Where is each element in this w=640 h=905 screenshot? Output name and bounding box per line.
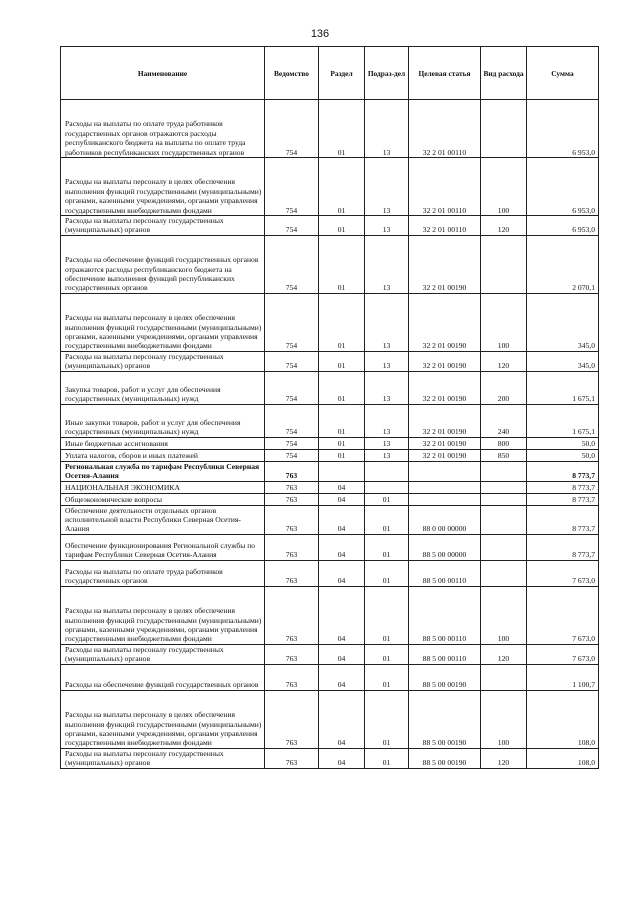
table-row: [61, 216, 599, 236]
cell-department: 763: [265, 748, 319, 768]
cell-target: 88 5 00 00110: [409, 586, 481, 644]
cell-target: 88 5 00 00110: [409, 644, 481, 664]
cell-amount: 345,0: [527, 293, 599, 351]
cell-section: 04: [319, 586, 365, 644]
cell-section: 04: [319, 505, 365, 534]
cell-amount: 108,0: [527, 748, 599, 768]
cell-section: 01: [319, 449, 365, 461]
cell-amount: 6 953,0: [527, 216, 599, 236]
table-row: [61, 404, 599, 437]
cell-expense-type: [481, 493, 527, 505]
cell-subsection: 13: [365, 158, 409, 216]
cell-department: 763: [265, 644, 319, 664]
cell-section: 04: [319, 664, 365, 690]
cell-name: Иные закупки товаров, работ и услуг для обеспечения государственных (муниципальных) нужд: [61, 404, 265, 437]
cell-name: Расходы на выплаты персоналу в целях обеспечения выполнения функций государственными (муниципальными) органами, казенными учреждениями, органами управления государственными внебюджетными фондами: [61, 690, 265, 748]
cell-section: 04: [319, 748, 365, 768]
cell-expense-type: 850: [481, 449, 527, 461]
cell-name: Общеэкономические вопросы: [61, 493, 265, 505]
cell-target: 88 5 00 00190: [409, 748, 481, 768]
cell-subsection: 13: [365, 404, 409, 437]
cell-expense-type: 800: [481, 437, 527, 449]
cell-target: 32 2 01 00190: [409, 293, 481, 351]
cell-amount: 2 070,1: [527, 235, 599, 293]
cell-department: 754: [265, 235, 319, 293]
header-row: [61, 47, 599, 100]
table-row: [61, 493, 599, 505]
cell-section: 01: [319, 371, 365, 404]
cell-expense-type: [481, 461, 527, 481]
cell-department: 754: [265, 216, 319, 236]
cell-subsection: [365, 461, 409, 481]
cell-target: 88 5 00 00110: [409, 560, 481, 586]
header-target: Целевая статья: [409, 47, 481, 100]
cell-section: 01: [319, 293, 365, 351]
cell-amount: 6 953,0: [527, 100, 599, 158]
table-row: [61, 560, 599, 586]
cell-name: Расходы на выплаты по оплате труда работников государственных органов отражаются расходы республиканского бюджета на выплаты по оплате труда работников республиканских государственных органов: [61, 100, 265, 158]
cell-amount: 7 673,0: [527, 560, 599, 586]
cell-name: Расходы на выплаты персоналу в целях обеспечения выполнения функций государственными (муниципальными) органами, казенными учреждениями, органами управления государственными внебюджетными фондами: [61, 586, 265, 644]
table-row: [61, 644, 599, 664]
cell-subsection: 01: [365, 493, 409, 505]
cell-expense-type: [481, 100, 527, 158]
cell-amount: 8 773,7: [527, 481, 599, 493]
cell-section: 01: [319, 437, 365, 449]
cell-subsection: 01: [365, 664, 409, 690]
cell-amount: 8 773,7: [527, 534, 599, 560]
cell-subsection: 13: [365, 449, 409, 461]
cell-expense-type: [481, 505, 527, 534]
cell-department: 754: [265, 158, 319, 216]
table-row: [61, 664, 599, 690]
cell-target: 32 2 01 00110: [409, 216, 481, 236]
cell-name: Расходы на выплаты по оплате труда работников государственных органов: [61, 560, 265, 586]
cell-expense-type: 200: [481, 371, 527, 404]
table-row: [61, 534, 599, 560]
table-row: [61, 235, 599, 293]
cell-name: Расходы на выплаты персоналу государственных (муниципальных) органов: [61, 351, 265, 371]
cell-department: 754: [265, 449, 319, 461]
cell-name: Расходы на обеспечение функций государственных органов: [61, 664, 265, 690]
cell-section: 04: [319, 690, 365, 748]
cell-subsection: [365, 481, 409, 493]
table-row: [61, 690, 599, 748]
cell-department: 763: [265, 505, 319, 534]
cell-amount: 1 675,1: [527, 404, 599, 437]
cell-department: 754: [265, 404, 319, 437]
cell-target: 32 2 01 00190: [409, 437, 481, 449]
cell-amount: 50,0: [527, 437, 599, 449]
cell-amount: 50,0: [527, 449, 599, 461]
cell-target: 32 2 01 00190: [409, 351, 481, 371]
cell-name: Расходы на обеспечение функций государственных органов отражаются расходы республиканского бюджета на обеспечение выполнения функций республиканских государственных органов: [61, 235, 265, 293]
cell-section: 01: [319, 100, 365, 158]
cell-subsection: 01: [365, 644, 409, 664]
cell-department: 754: [265, 437, 319, 449]
cell-subsection: 13: [365, 293, 409, 351]
cell-expense-type: [481, 560, 527, 586]
cell-subsection: 01: [365, 534, 409, 560]
cell-target: 32 2 01 00190: [409, 235, 481, 293]
cell-expense-type: 120: [481, 351, 527, 371]
header-section: Раздел: [319, 47, 365, 100]
table-row: [61, 293, 599, 351]
cell-expense-type: 120: [481, 748, 527, 768]
cell-expense-type: 240: [481, 404, 527, 437]
cell-department: 763: [265, 493, 319, 505]
header-name: Наименование: [61, 47, 265, 100]
cell-name: Расходы на выплаты персоналу государственных (муниципальных) органов: [61, 644, 265, 664]
table-row: [61, 586, 599, 644]
budget-table: [60, 46, 599, 769]
page-number: 136: [310, 28, 330, 40]
table-row: [61, 461, 599, 481]
cell-target: 88 5 00 00000: [409, 534, 481, 560]
cell-department: 763: [265, 690, 319, 748]
cell-target: 32 2 01 00190: [409, 371, 481, 404]
cell-department: 763: [265, 586, 319, 644]
cell-department: 754: [265, 351, 319, 371]
cell-target: 32 2 01 00110: [409, 100, 481, 158]
cell-target: [409, 493, 481, 505]
cell-amount: 345,0: [527, 351, 599, 371]
cell-target: 32 2 01 00190: [409, 404, 481, 437]
cell-section: 01: [319, 216, 365, 236]
cell-subsection: 13: [365, 371, 409, 404]
cell-expense-type: [481, 664, 527, 690]
cell-name: Расходы на выплаты персоналу в целях обеспечения выполнения функций государственными (муниципальными) органами, казенными учреждениями, органами управления государственными внебюджетными фондами: [61, 293, 265, 351]
cell-amount: 7 673,0: [527, 586, 599, 644]
cell-name: Обеспечение функционирования Региональной службы по тарифам Республики Северная Осетия-Алания: [61, 534, 265, 560]
cell-subsection: 01: [365, 748, 409, 768]
cell-section: 04: [319, 481, 365, 493]
cell-department: 763: [265, 461, 319, 481]
cell-target: 88 5 00 00190: [409, 690, 481, 748]
cell-section: 01: [319, 158, 365, 216]
cell-amount: 108,0: [527, 690, 599, 748]
cell-department: 754: [265, 100, 319, 158]
cell-expense-type: [481, 534, 527, 560]
table-row: [61, 351, 599, 371]
cell-target: 88 0 00 00000: [409, 505, 481, 534]
cell-subsection: 01: [365, 586, 409, 644]
cell-name: Расходы на выплаты персоналу государственных (муниципальных) органов: [61, 748, 265, 768]
cell-name: Расходы на выплаты персоналу государственных (муниципальных) органов: [61, 216, 265, 236]
cell-amount: 1 675,1: [527, 371, 599, 404]
header-expense-type: Вид расхода: [481, 47, 527, 100]
cell-subsection: 01: [365, 505, 409, 534]
cell-expense-type: 100: [481, 690, 527, 748]
cell-section: 01: [319, 404, 365, 437]
header-subsection: Подраз-дел: [365, 47, 409, 100]
cell-target: [409, 481, 481, 493]
header-amount: Сумма: [527, 47, 599, 100]
cell-expense-type: 120: [481, 216, 527, 236]
cell-subsection: 13: [365, 437, 409, 449]
cell-expense-type: 100: [481, 293, 527, 351]
cell-section: 01: [319, 351, 365, 371]
header-department: Ведомство: [265, 47, 319, 100]
cell-name: Закупка товаров, работ и услуг для обеспечения государственных (муниципальных) нужд: [61, 371, 265, 404]
table-row: [61, 481, 599, 493]
cell-expense-type: [481, 235, 527, 293]
cell-department: 754: [265, 293, 319, 351]
cell-section: 04: [319, 493, 365, 505]
cell-subsection: 13: [365, 351, 409, 371]
cell-amount: 7 673,0: [527, 644, 599, 664]
cell-subsection: 01: [365, 560, 409, 586]
cell-subsection: 13: [365, 216, 409, 236]
cell-target: [409, 461, 481, 481]
cell-subsection: 13: [365, 235, 409, 293]
cell-section: 04: [319, 534, 365, 560]
cell-name: НАЦИОНАЛЬНАЯ ЭКОНОМИКА: [61, 481, 265, 493]
cell-amount: 8 773,7: [527, 505, 599, 534]
table-row: [61, 437, 599, 449]
cell-expense-type: 120: [481, 644, 527, 664]
cell-amount: 8 773,7: [527, 461, 599, 481]
table-row: [61, 449, 599, 461]
cell-expense-type: 100: [481, 586, 527, 644]
table-row: [61, 158, 599, 216]
cell-name: Уплата налогов, сборов и иных платежей: [61, 449, 265, 461]
cell-name: Обеспечение деятельности отдельных органов исполнительной власти Республики Северная Осетия-Алания: [61, 505, 265, 534]
cell-name: Иные бюджетные ассигнования: [61, 437, 265, 449]
cell-target: 88 5 00 00190: [409, 664, 481, 690]
cell-amount: 6 953,0: [527, 158, 599, 216]
cell-section: 04: [319, 644, 365, 664]
cell-target: 32 2 01 00110: [409, 158, 481, 216]
cell-section: 01: [319, 235, 365, 293]
cell-amount: 8 773,7: [527, 493, 599, 505]
table-row: [61, 100, 599, 158]
cell-name: Расходы на выплаты персоналу в целях обеспечения выполнения функций государственными (муниципальными) органами, казенными учреждениями, органами управления государственными внебюджетными фондами: [61, 158, 265, 216]
cell-subsection: 01: [365, 690, 409, 748]
cell-department: 763: [265, 664, 319, 690]
cell-expense-type: 100: [481, 158, 527, 216]
cell-section: 04: [319, 560, 365, 586]
table-row: [61, 371, 599, 404]
cell-expense-type: [481, 481, 527, 493]
cell-department: 763: [265, 560, 319, 586]
cell-department: 763: [265, 481, 319, 493]
cell-amount: 1 100,7: [527, 664, 599, 690]
cell-department: 754: [265, 371, 319, 404]
cell-section: [319, 461, 365, 481]
table-row: [61, 748, 599, 768]
table-row: [61, 505, 599, 534]
cell-department: 763: [265, 534, 319, 560]
cell-subsection: 13: [365, 100, 409, 158]
cell-name: Региональная служба по тарифам Республики Северная Осетия-Алания: [61, 461, 265, 481]
cell-target: 32 2 01 00190: [409, 449, 481, 461]
